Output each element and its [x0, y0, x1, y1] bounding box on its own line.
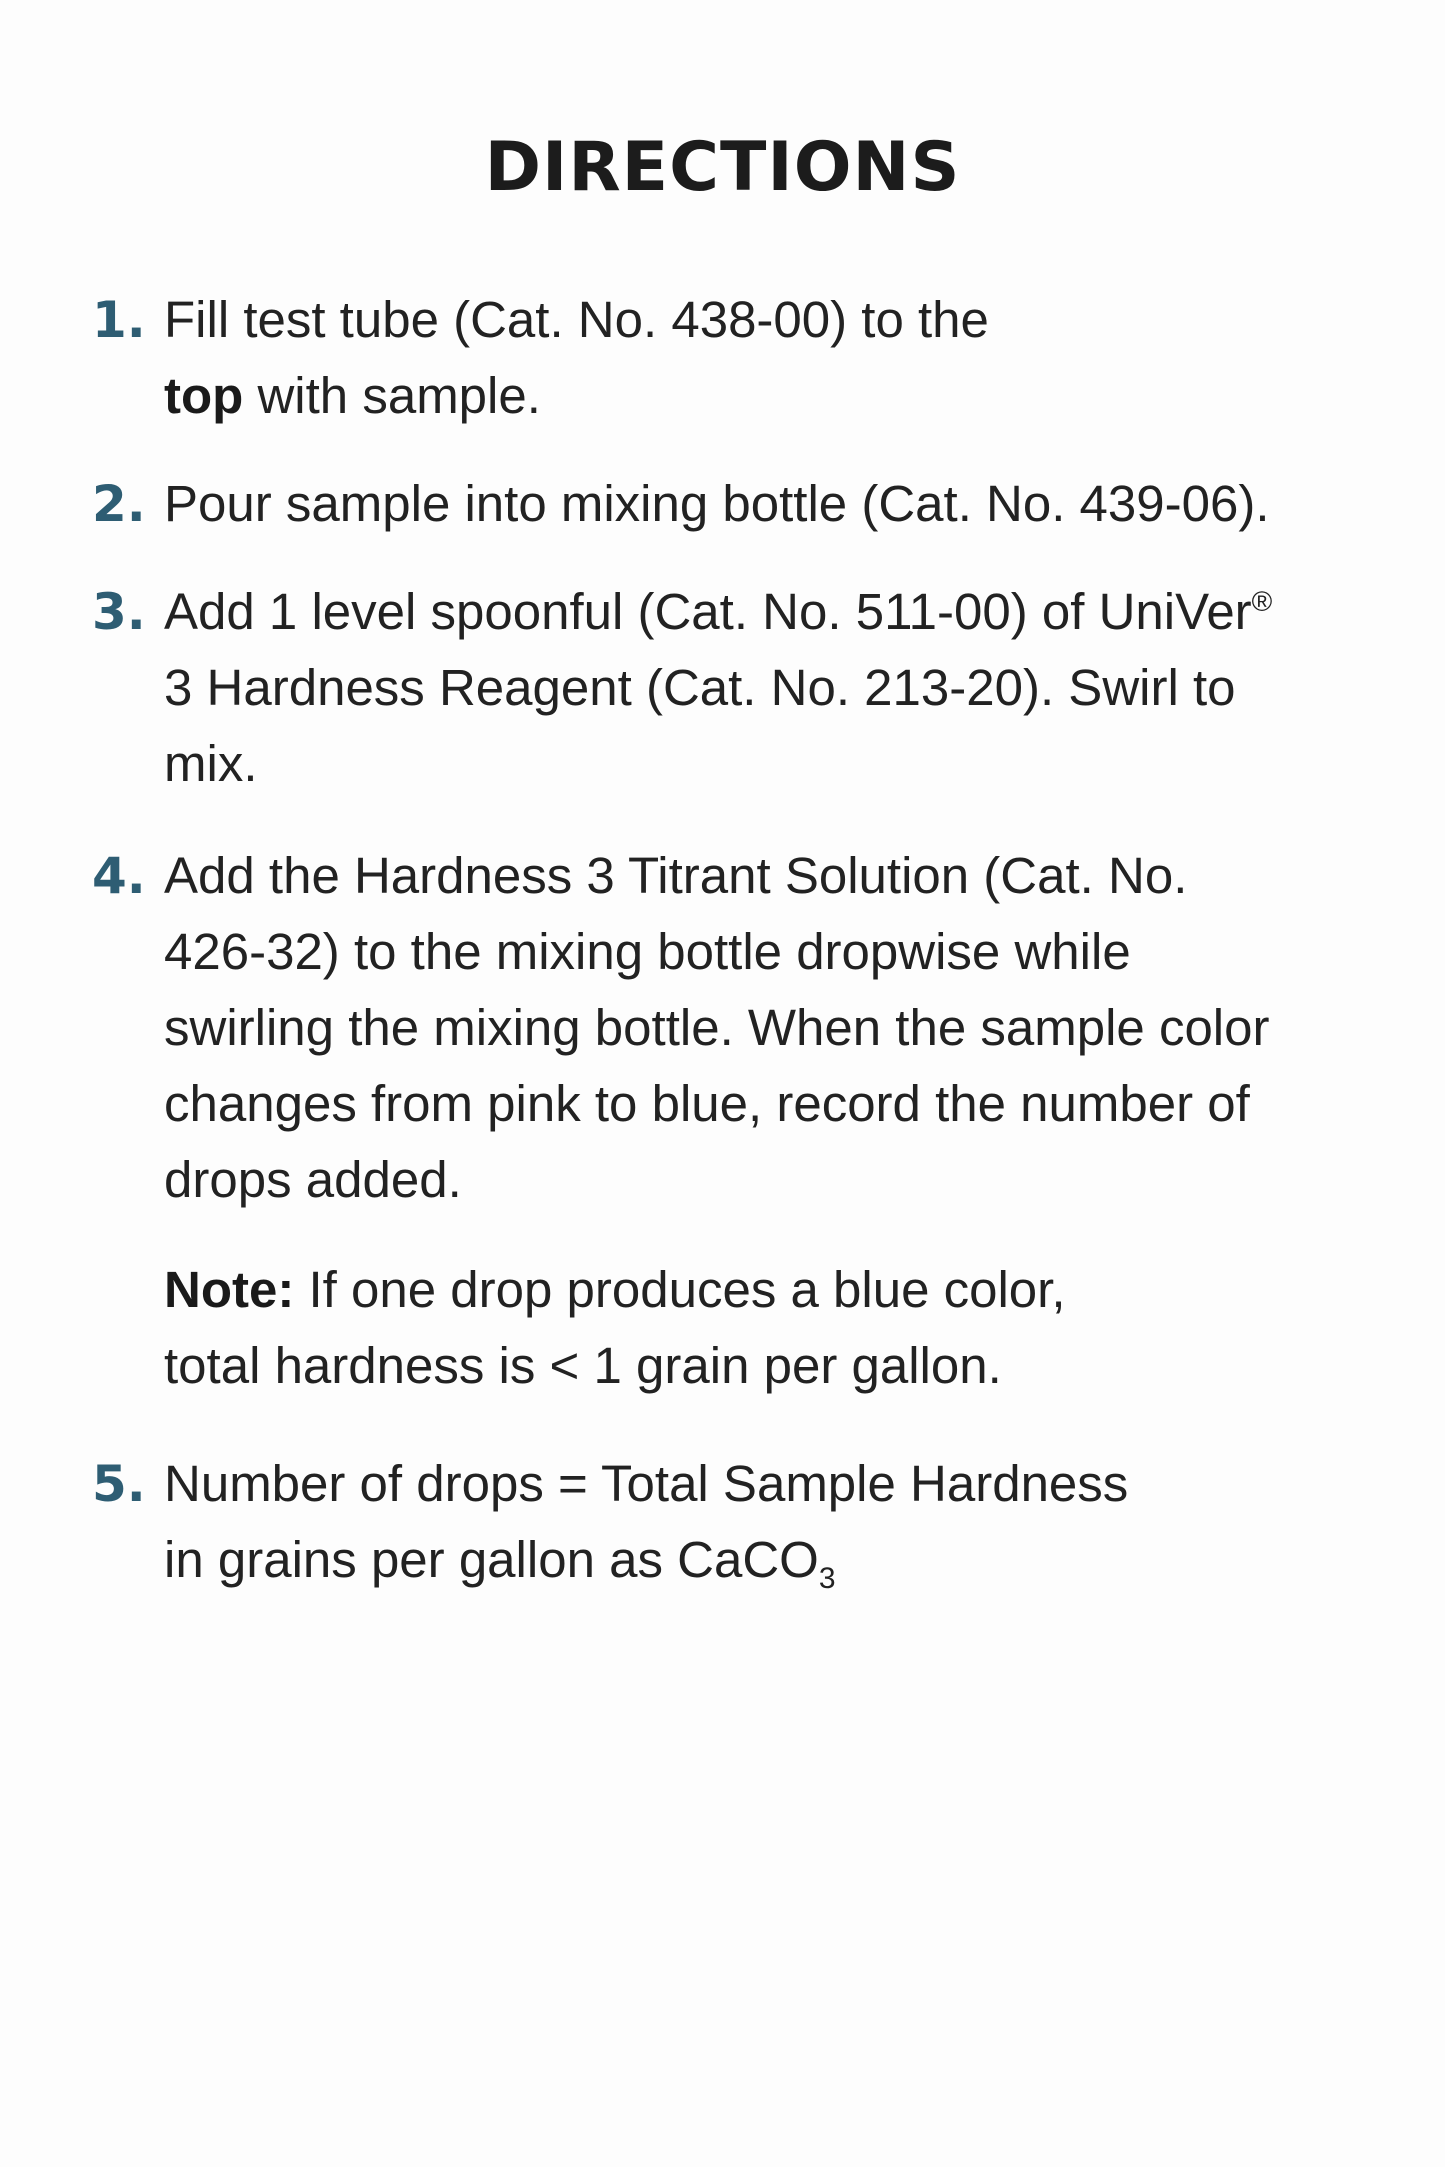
step-line-main: Add 1 level spoonful (Cat. No. 511-00) of UniVer — [164, 583, 1252, 640]
step-line: mix. — [164, 735, 258, 792]
note-line: total hardness is < 1 grain per gallon. — [164, 1337, 1002, 1394]
note-line — [164, 1252, 1394, 1328]
step-line: Pour sample into mixing bottle (Cat. No. 439-06). — [164, 475, 1270, 532]
step-line-main: in grains per gallon as CaCO — [164, 1531, 819, 1588]
step-line — [164, 1522, 1394, 1598]
step-line: swirling the mixing bottle. When the sample color — [164, 999, 1270, 1056]
step-text — [164, 282, 1394, 434]
registered-mark: ® — [1251, 586, 1273, 617]
step-number: 3. — [92, 583, 146, 641]
note-text: If one drop produces a blue color, — [294, 1261, 1066, 1318]
step-line: Fill test tube (Cat. No. 438-00) to the — [164, 291, 989, 348]
note-block — [164, 1252, 1394, 1404]
step-line-rest: with sample. — [243, 367, 541, 424]
step-text — [164, 574, 1394, 802]
step-line: changes from pink to blue, record the number of — [164, 1075, 1250, 1132]
step-line: Add the Hardness 3 Titrant Solution (Cat. No. — [164, 847, 1188, 904]
step-text — [164, 1446, 1394, 1598]
step-number: 1. — [92, 291, 146, 349]
step-text — [164, 838, 1394, 1218]
step-line — [164, 358, 1394, 434]
step-line: 3 Hardness Reagent (Cat. No. 213-20). Swirl to — [164, 659, 1236, 716]
step-number: 2. — [92, 475, 146, 533]
page-title: DIRECTIONS — [484, 128, 961, 207]
emphasis-text: top — [164, 367, 244, 424]
step-line: drops added. — [164, 1151, 462, 1208]
step-line: 426-32) to the mixing bottle dropwise while — [164, 923, 1131, 980]
step-line — [164, 574, 1394, 650]
subscript: 3 — [818, 1562, 836, 1596]
step-number: 5. — [92, 1455, 146, 1513]
step-number: 4. — [92, 847, 146, 905]
note-label: Note: — [164, 1261, 295, 1318]
step-text — [164, 466, 1394, 542]
step-line: Number of drops = Total Sample Hardness — [164, 1455, 1129, 1512]
